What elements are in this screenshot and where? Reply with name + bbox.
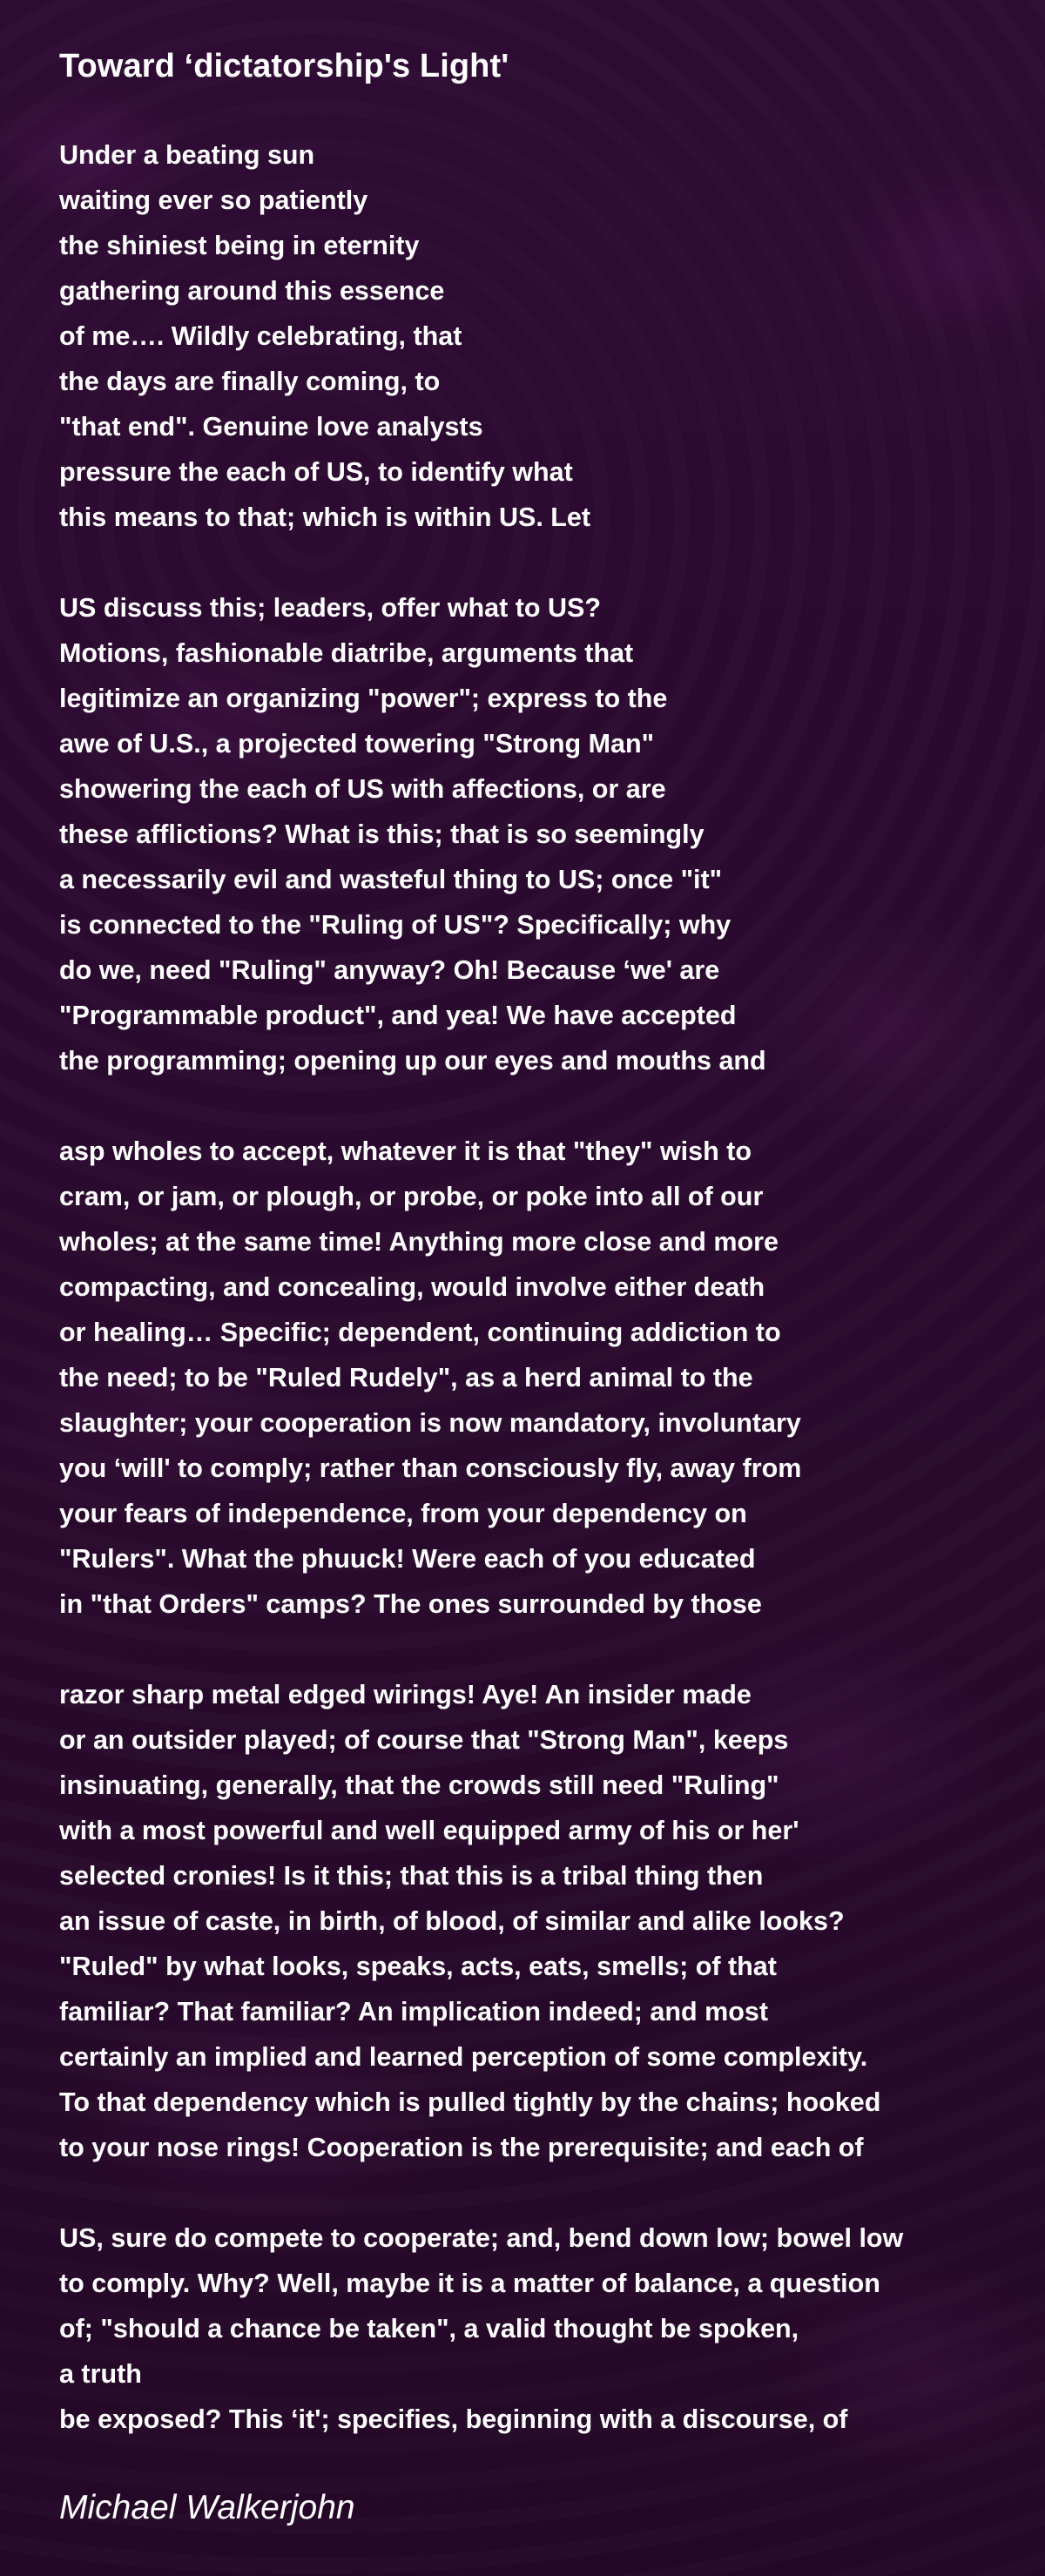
poem-line: the shiniest being in eternity bbox=[59, 231, 420, 260]
poem-line: these afflictions? What is this; that is so seemingly bbox=[59, 819, 705, 849]
poem-line: compacting, and concealing, would involve either death bbox=[59, 1272, 765, 1302]
poem-title: Toward ‘dictatorship's Light' bbox=[59, 48, 509, 84]
poem-line: razor sharp metal edged wirings! Aye! An insider made bbox=[59, 1680, 752, 1709]
poem-line: legitimize an organizing "power"; express to the bbox=[59, 684, 668, 713]
poem-line: the days are finally coming, to bbox=[59, 367, 441, 396]
poem-line: be exposed? This ‘it'; specifies, beginning with a discourse, of bbox=[59, 2404, 848, 2434]
poem-line: the need; to be "Ruled Rudely", as a herd animal to the bbox=[59, 1363, 753, 1393]
poem-line: cram, or jam, or plough, or probe, or poke into all of our bbox=[59, 1182, 764, 1211]
poem-line: a truth bbox=[59, 2359, 142, 2389]
poem-line: Under a beating sun bbox=[59, 140, 315, 170]
poem-line: to comply. Why? Well, maybe it is a matter of balance, a question bbox=[59, 2269, 880, 2298]
stanza-3 bbox=[59, 1129, 986, 1627]
poem-line: "Programmable product", and yea! We have accepted bbox=[59, 1001, 737, 1030]
stanza-1 bbox=[59, 132, 986, 540]
poem-author: Michael Walkerjohn bbox=[59, 2489, 355, 2526]
poem-line: of; "should a chance be taken", a valid thought be spoken, bbox=[59, 2314, 799, 2343]
poem-line: you ‘will' to comply; rather than consciously fly, away from bbox=[59, 1453, 802, 1483]
poem-line: US, sure do compete to cooperate; and, bend down low; bowel low bbox=[59, 2223, 904, 2253]
poem-line: with a most powerful and well equipped army of his or her' bbox=[59, 1816, 799, 1845]
poem-line: to your nose rings! Cooperation is the prerequisite; and each of bbox=[59, 2133, 864, 2162]
poem-line: certainly an implied and learned perception of some complexity. bbox=[59, 2042, 868, 2072]
poem-line: or healing… Specific; dependent, continuing addiction to bbox=[59, 1318, 781, 1347]
poem-line: familiar? That familiar? An implication indeed; and most bbox=[59, 1997, 768, 2026]
stanza-2 bbox=[59, 585, 986, 1083]
poem-line: do we, need "Ruling" anyway? Oh! Because ‘we' are bbox=[59, 955, 720, 985]
poem-line: or an outsider played; of course that "Strong Man", keeps bbox=[59, 1725, 789, 1755]
poem-line: in "that Orders" camps? The ones surrounded by those bbox=[59, 1589, 762, 1619]
poem-line: awe of U.S., a projected towering "Strong Man" bbox=[59, 729, 655, 759]
poem-line: gathering around this essence bbox=[59, 276, 445, 306]
poem-line: this means to that; which is within US. Let bbox=[59, 502, 591, 532]
poem-line: "Ruled" by what looks, speaks, acts, eats, smells; of that bbox=[59, 1952, 777, 1981]
poem-line: an issue of caste, in birth, of blood, of similar and alike looks? bbox=[59, 1906, 845, 1936]
poem-line: "that end". Genuine love analysts bbox=[59, 412, 483, 442]
poem-line: showering the each of US with affections, or are bbox=[59, 774, 666, 804]
poem-line: wholes; at the same time! Anything more close and more bbox=[59, 1227, 779, 1257]
poem-line: To that dependency which is pulled tightly by the chains; hooked bbox=[59, 2087, 881, 2117]
poem-line: US discuss this; leaders, offer what to US? bbox=[59, 593, 601, 623]
poem-line: your fears of independence, from your dependency on bbox=[59, 1499, 747, 1528]
poem-line: a necessarily evil and wasteful thing to US; once "it" bbox=[59, 865, 723, 894]
poem-line: of me…. Wildly celebrating, that bbox=[59, 321, 462, 351]
stanza-4 bbox=[59, 1672, 986, 2170]
poem-line: slaughter; your cooperation is now mandatory, involuntary bbox=[59, 1408, 801, 1438]
stanza-5 bbox=[59, 2215, 986, 2442]
poem-line: Motions, fashionable diatribe, arguments that bbox=[59, 638, 634, 668]
poem-line: insinuating, generally, that the crowds still need "Ruling" bbox=[59, 1770, 779, 1800]
poem-line: asp wholes to accept, whatever it is that "they" wish to bbox=[59, 1136, 752, 1166]
poem-line: is connected to the "Ruling of US"? Specifically; why bbox=[59, 910, 732, 940]
poem-body bbox=[59, 132, 986, 2442]
poem-line: pressure the each of US, to identify what bbox=[59, 457, 573, 487]
poem-line: selected cronies! Is it this; that this is a tribal thing then bbox=[59, 1861, 764, 1891]
poem-line: waiting ever so patiently bbox=[59, 185, 368, 215]
poem-line: the programming; opening up our eyes and mouths and bbox=[59, 1046, 766, 1076]
poem-line: "Rulers". What the phuuck! Were each of you educated bbox=[59, 1544, 756, 1574]
